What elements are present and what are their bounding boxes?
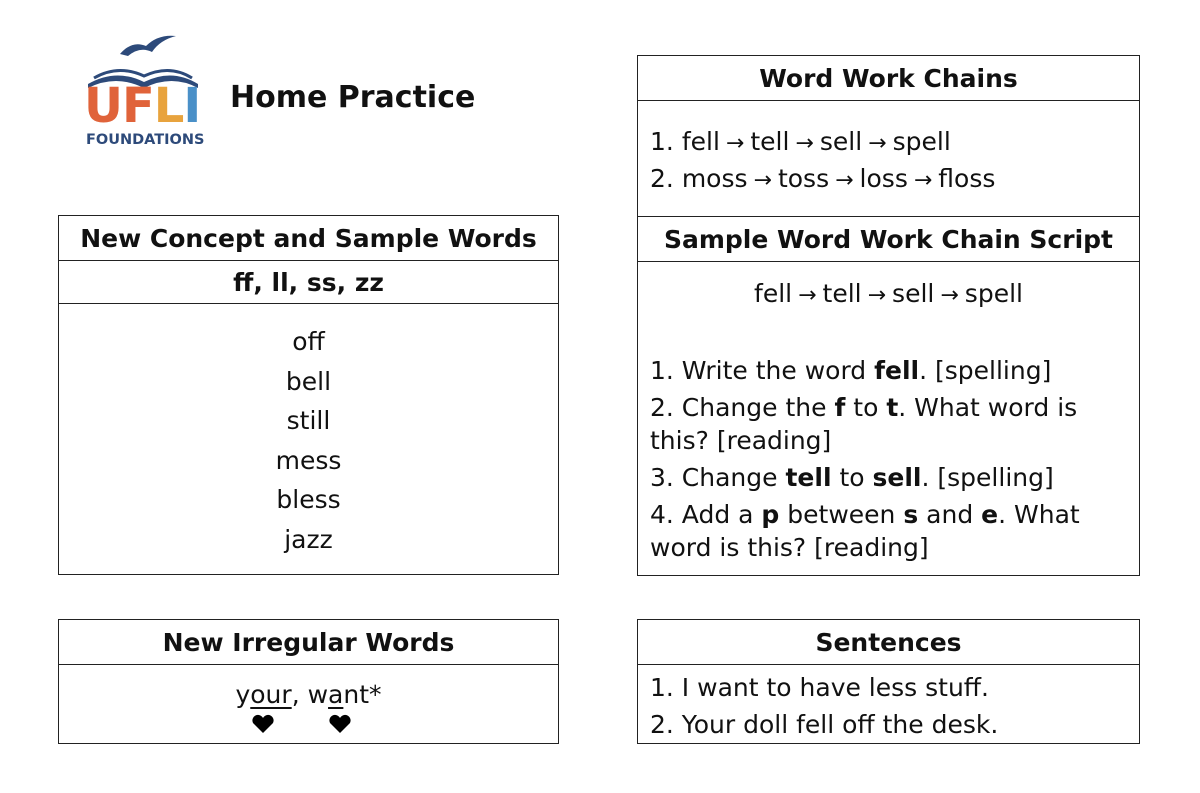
logo-letter-f: F — [121, 78, 154, 134]
logo-letter-i: I — [183, 78, 201, 134]
sentence: 1. I want to have less stuff. — [650, 673, 989, 702]
logo-subtitle: FOUNDATIONS — [86, 132, 205, 148]
word-chain: 2. moss → toss → loss → floss — [650, 164, 996, 193]
script-step: 1. Write the word fell. [spelling] — [650, 356, 1052, 385]
sentences-list — [638, 665, 1139, 747]
sentences-box — [637, 619, 1140, 744]
logo-letter-u: U — [84, 78, 122, 134]
arrow-right-icon: → — [868, 131, 887, 156]
sample-word: mess — [275, 445, 342, 475]
sentence: 2. Your doll fell off the desk. — [650, 710, 999, 739]
sentences-heading: Sentences — [638, 620, 1139, 665]
irregular-words-box — [58, 619, 559, 744]
page-title: Home Practice — [230, 80, 476, 115]
script-step: 3. Change tell to sell. [spelling] — [650, 463, 1054, 492]
ufli-foundations-logo — [80, 32, 210, 152]
word-work-chains-box — [637, 55, 1140, 217]
arrow-right-icon: → — [940, 283, 959, 308]
chain-script-heading: Sample Word Work Chain Script — [638, 217, 1139, 262]
script-chain: fell → tell → sell → spell — [754, 279, 1023, 308]
new-concept-box — [58, 215, 559, 575]
heart-part-underlined: our — [250, 680, 292, 709]
script-step: 2. Change the f to t. What word is this? [reading] — [650, 393, 1078, 455]
arrow-right-icon: → — [753, 168, 772, 193]
script-steps-list — [650, 354, 1125, 568]
arrow-right-icon: → — [798, 283, 817, 308]
irregular-words-heading: New Irregular Words — [59, 620, 558, 665]
arrow-right-icon: → — [913, 168, 933, 193]
irregular-word-your: your — [235, 680, 291, 709]
word-chain: 1. fell → tell → sell → spell — [650, 127, 951, 156]
arrow-right-icon: → — [725, 131, 745, 156]
word-chains-list — [638, 101, 1139, 201]
sample-words-list — [59, 304, 558, 566]
sample-word: bell — [285, 366, 332, 396]
sample-word: off — [292, 327, 325, 356]
irregular-word-want: want* — [308, 680, 382, 709]
logo-wordmark — [84, 78, 201, 134]
arrow-right-icon: → — [835, 168, 854, 193]
irregular-words-line — [59, 680, 558, 709]
word-work-chains-heading: Word Work Chains — [638, 56, 1139, 101]
logo-letter-l: L — [153, 78, 184, 134]
new-concept-heading: New Concept and Sample Words — [59, 216, 558, 261]
arrow-right-icon: → — [795, 131, 814, 156]
heart-icon — [251, 714, 275, 734]
script-step: 4. Add a p between s and e. What word is this? [reading] — [650, 500, 1080, 562]
word-separator: , — [291, 680, 308, 709]
concept-pattern: ff, ll, ss, zz — [59, 261, 558, 304]
chain-script-box — [637, 216, 1140, 576]
heart-icon — [328, 714, 352, 734]
sample-word: jazz — [284, 524, 333, 554]
arrow-right-icon: → — [867, 283, 887, 308]
sample-word: still — [286, 406, 331, 436]
sample-word: bless — [276, 485, 341, 515]
